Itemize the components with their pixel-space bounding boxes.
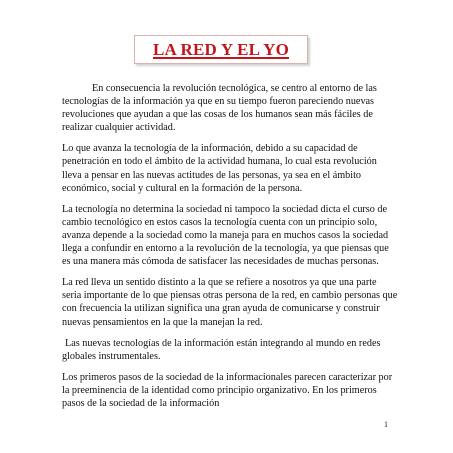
title-box xyxy=(134,35,308,64)
document-title: LA RED Y EL YO xyxy=(153,39,289,59)
paragraph-3: La tecnología no determina la sociedad ni tampoco la sociedad dicta el curso de cambio tecnológico en estos casos la tecnología cuenta con un principio solo, avanza depende a la sociedad como la maneja para en muchos casos la sociedad llega a confundir en entorno a la revolución de la tecnología, ya que piensas que es una manera más cómoda de satisfacer las necesidades de muchas personas. xyxy=(62,203,389,268)
page-number: 1 xyxy=(384,420,388,429)
paragraph-5: Las nuevas tecnologías de la información están integrando al mundo en redes globales instrumentales. xyxy=(62,337,381,362)
document-body xyxy=(62,82,398,418)
paragraph-2: Lo que avanza la tecnología de la información, debido a su capacidad de penetración en todo el ámbito de la actividad humana, lo cual esta revolución lleva a pensar en las nuevas actitudes de las personas, ya sea en el ámbito económico, social y cultural en la formación de la persona. xyxy=(62,143,377,194)
paragraph-4: La red lleva un sentido distinto a la que se refiere a nosotros ya que una parte seria importante de lo que piensas otras persona de la red, en cambio personas que con frecuencia la utilizan significa una gran ayuda de comunicarse y construir nuevas pensamientos en la que la manejan la red. xyxy=(62,277,398,328)
paragraph-1: En consecuencia la revolución tecnológica, se centro al entorno de las tecnologías de la información ya que en su tiempo fueron pareciendo nuevas revoluciones que ayudan a que las cosas de los humanos sean más fáciles de realizar cualquier actividad. xyxy=(62,83,377,134)
paragraph-6: Los primeros pasos de la sociedad de la informacionales parecen caracterizar por la preeminencia de la identidad como principio organizativo. En los primeros pasos de la sociedad de la información xyxy=(62,371,393,409)
